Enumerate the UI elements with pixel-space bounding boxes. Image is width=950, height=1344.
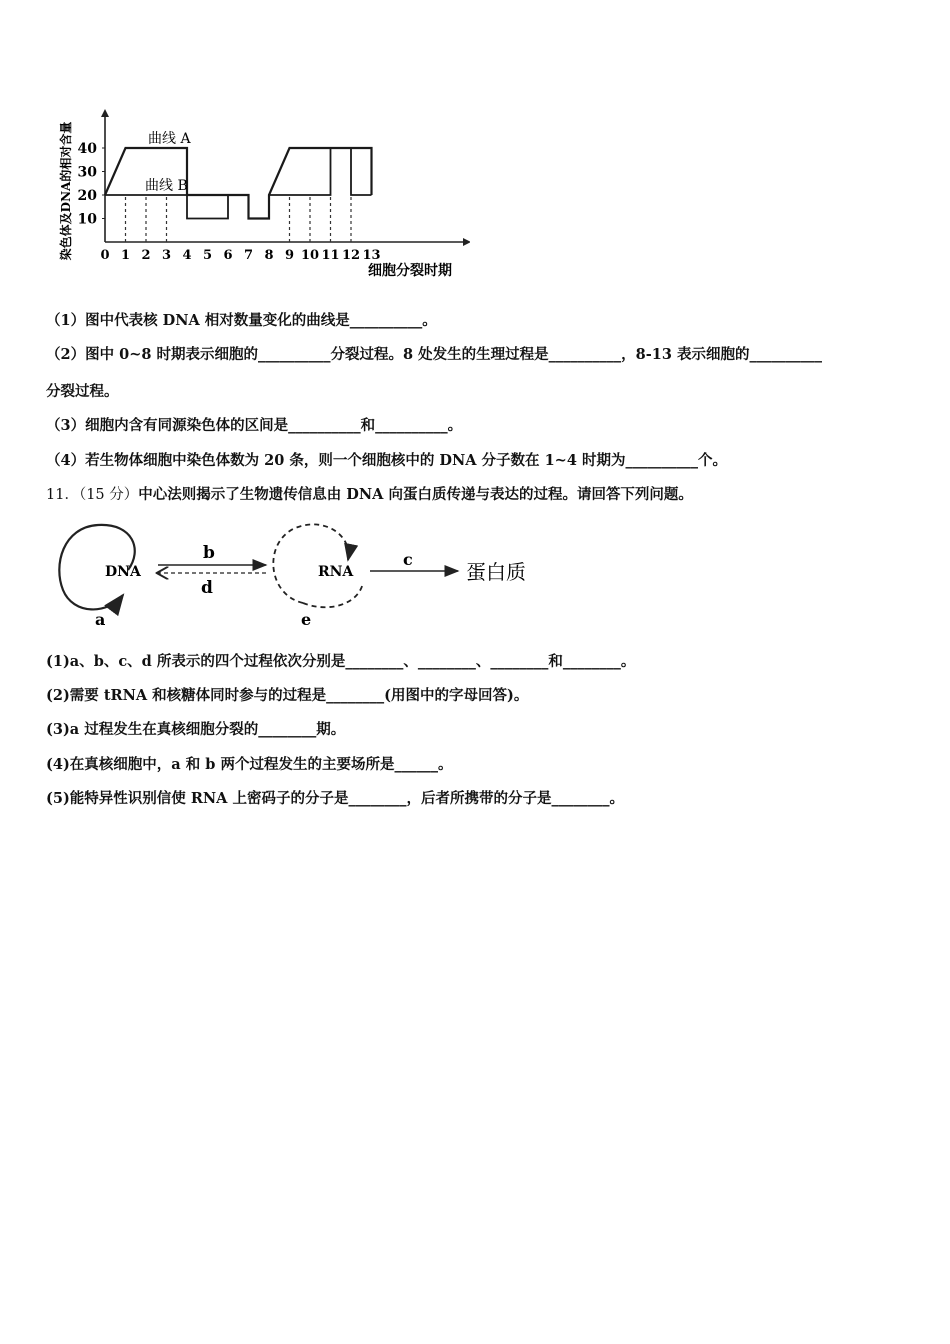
q11-sub4: (4)在真核细胞中，a 和 b 两个过程发生的主要场所是______。 (46, 756, 453, 773)
node-rna: RNA (318, 564, 354, 580)
x-axis-label: 细胞分裂时期 (368, 263, 452, 279)
q11-sub2: (2)需要 tRNA 和核糖体同时参与的过程是________(用图中的字母回答)。 (46, 687, 529, 704)
node-dna: DNA (105, 564, 141, 580)
series-label-b: 曲线 B (145, 178, 188, 194)
x-tick-label: 0 (100, 248, 110, 263)
q10-part4: （4）若生物体细胞中染色体数为 20 条，则一个细胞核中的 DNA 分子数在 1~4 时期为__________个。 (46, 452, 727, 469)
q10-part3: （3）细胞内含有同源染色体的区间是__________和__________。 (46, 417, 463, 434)
rna-loop-lower (303, 583, 363, 607)
label-e: e (301, 610, 312, 629)
x-tick-label: 2 (141, 248, 151, 263)
x-tick-label: 8 (264, 248, 274, 263)
y-tick-label: 20 (77, 188, 97, 204)
x-tick-label: 5 (202, 248, 213, 263)
x-tick-label: 12 (341, 248, 361, 263)
x-tick-label: 4 (182, 248, 192, 263)
y-tick-label: 10 (77, 211, 97, 228)
central-dogma-diagram (48, 515, 568, 635)
label-c: c (403, 550, 413, 569)
q10-part2-line2: 分裂过程。 (46, 383, 119, 400)
q11-stem: 中心法则揭示了生物遗传信息由 DNA 向蛋白质传递与表达的过程。请回答下列问题。 (138, 486, 693, 503)
x-tick-label: 10 (300, 248, 320, 263)
x-tick-label: 1 (120, 248, 131, 263)
y-tick-label: 30 (77, 164, 97, 181)
q11-sub1: (1)a、b、c、d 所表示的四个过程依次分别是________、________、________和________。 (46, 653, 636, 670)
y-tick-label: 40 (77, 141, 97, 157)
y-axis-arrow (101, 109, 109, 117)
node-protein: 蛋白质 (466, 560, 526, 584)
label-a: a (95, 610, 106, 629)
cell-division-chart (50, 105, 470, 290)
x-tick-label: 3 (161, 248, 172, 263)
x-tick-label: 11 (321, 248, 340, 263)
y-axis-label: 染色体及DNA的相对含量 (59, 121, 73, 261)
q11-sub5: (5)能特异性识别信使 RNA 上密码子的分子是________，后者所携带的分子是________。 (46, 790, 624, 807)
x-axis-arrow (463, 238, 470, 246)
label-d: d (201, 578, 213, 598)
x-tick-label: 7 (243, 248, 254, 263)
x-tick-label: 6 (223, 248, 233, 263)
x-tick-label: 9 (284, 248, 295, 263)
q11-sub3: (3)a 过程发生在真核细胞分裂的________期。 (46, 721, 346, 738)
q10-part1: （1）图中代表核 DNA 相对数量变化的曲线是__________。 (46, 312, 437, 329)
q11-header (46, 485, 693, 505)
x-tick-label: 13 (362, 248, 381, 263)
q10-part2-line1: （2）图中 0~8 时期表示细胞的__________分裂过程。8 处发生的生理过程是__________，8-13 表示细胞的__________ (46, 346, 822, 363)
label-b: b (203, 543, 215, 563)
series-label-a: 曲线 A (148, 131, 191, 147)
q11-number: 11．（15 分） (46, 487, 139, 503)
